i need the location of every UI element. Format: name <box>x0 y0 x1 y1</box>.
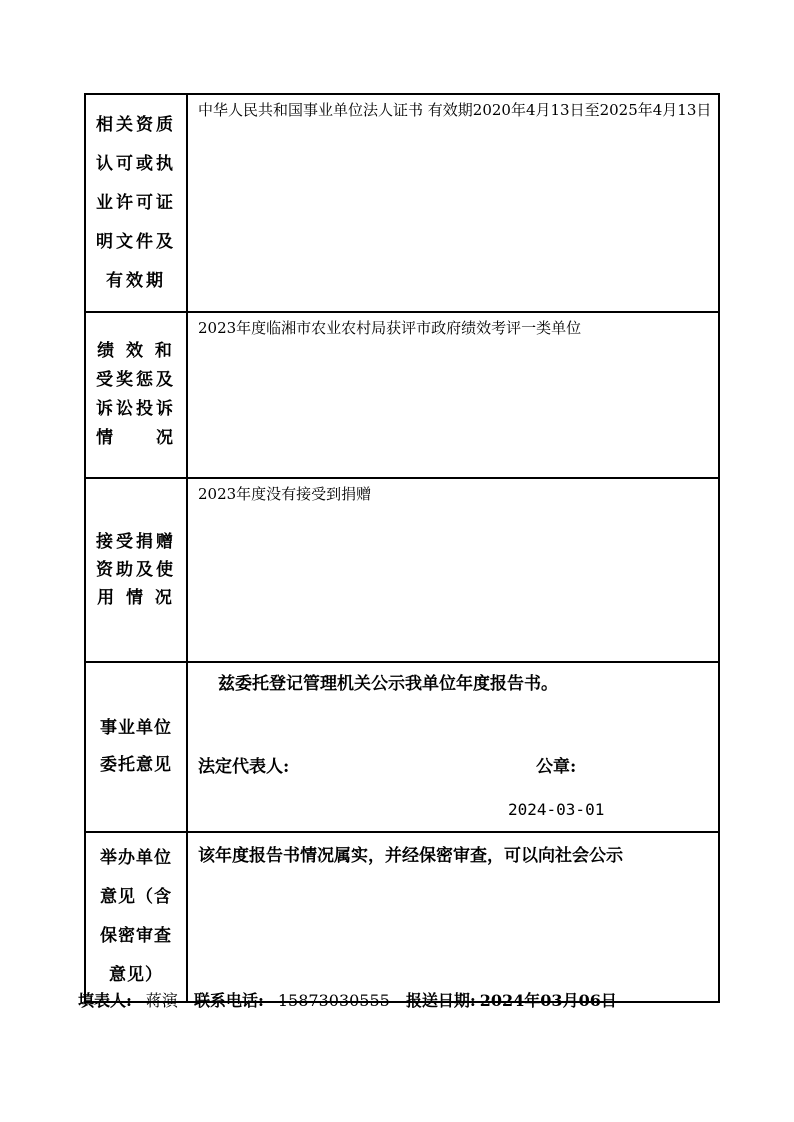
table-row <box>85 662 719 832</box>
label-line: 接受捐赠 <box>96 532 176 552</box>
label-line: 相关资质 <box>96 114 176 135</box>
label-line: 举办单位 <box>100 848 172 868</box>
sponsor-label <box>85 832 187 1002</box>
performance-label <box>85 312 187 478</box>
label-line: 事业单位 <box>100 718 172 738</box>
label-line: 用 情 况 <box>97 588 175 608</box>
label-line: 资助及使 <box>96 560 176 580</box>
submit-date-label: 报送日期: <box>405 991 476 1010</box>
entrust-date: 2024-03-01 <box>508 800 605 819</box>
label-line: 诉讼投诉 <box>96 399 176 419</box>
entrust-label <box>85 662 187 832</box>
label-line: 意见（含 <box>100 887 172 907</box>
legal-representative-label: 法定代表人: <box>198 757 290 777</box>
phone-label: 联系电话: <box>193 991 264 1010</box>
performance-content: 2023年度临湘市农业农村局获评市政府绩效考评一类单位 <box>187 312 719 478</box>
qualification-label <box>85 94 187 312</box>
donation-content: 2023年度没有接受到捐赠 <box>187 478 719 662</box>
label-line: 明文件及 <box>96 231 176 252</box>
entrust-content <box>187 662 719 832</box>
table-row <box>85 312 719 478</box>
label-line: 受奖惩及 <box>96 370 176 390</box>
label-line: 绩 效 和 <box>97 341 175 361</box>
label-line: 意见） <box>109 965 163 985</box>
filler-label: 填表人: <box>78 991 132 1010</box>
entrust-statement: 兹委托登记管理机关公示我单位年度报告书。 <box>218 674 558 694</box>
label-line: 有效期 <box>106 270 166 291</box>
table-row <box>85 832 719 1002</box>
table-row <box>85 94 719 312</box>
sponsor-content: 该年度报告书情况属实，并经保密审查，可以向社会公示 <box>187 832 719 1002</box>
submit-date: 2024年03月06日 <box>479 991 617 1010</box>
table-row <box>85 478 719 662</box>
label-line: 认可或执 <box>96 153 176 174</box>
label-line: 保密审查 <box>100 926 172 946</box>
phone-number: 15873030555 <box>277 991 390 1010</box>
label-line: 情 况 <box>96 428 176 448</box>
qualification-content: 中华人民共和国事业单位法人证书 有效期2020年4月13日至2025年4月13日 <box>187 94 719 312</box>
label-line: 委托意见 <box>100 755 172 775</box>
donation-label <box>85 478 187 662</box>
official-seal-label: 公章: <box>536 757 577 777</box>
label-line: 业许可证 <box>96 192 176 213</box>
annual-report-table <box>84 93 720 1003</box>
report-footer <box>78 988 617 1011</box>
filler-name: 蒋演 <box>145 991 178 1010</box>
